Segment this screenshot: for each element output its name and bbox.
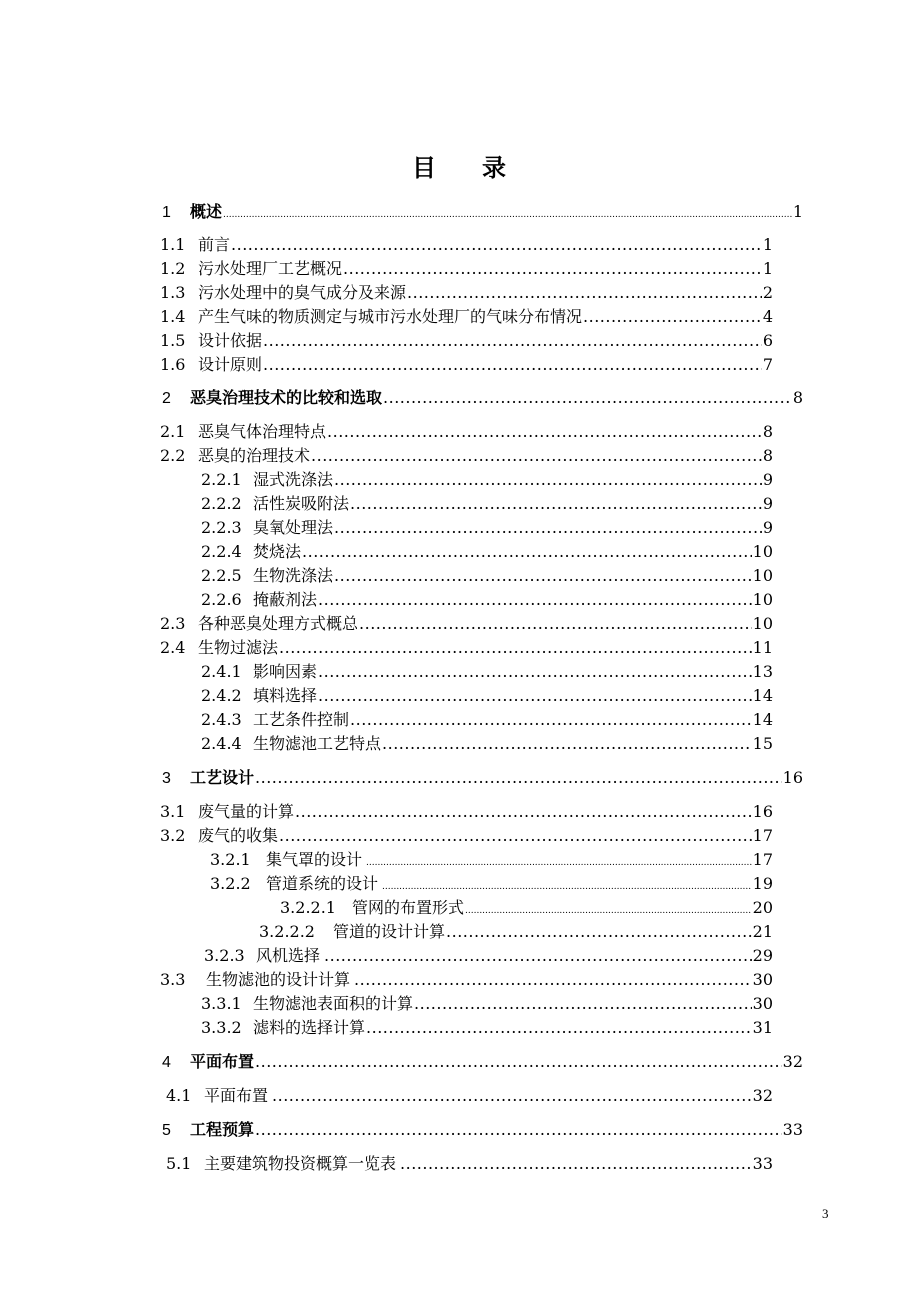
- toc-leader-dots: [255, 767, 782, 789]
- toc-entry-page: 1: [762, 259, 773, 278]
- toc-entry-title: 污水处理厂工艺概况: [198, 259, 343, 278]
- toc-entry[interactable]: [210, 849, 773, 871]
- toc-entry[interactable]: [160, 801, 773, 823]
- toc-entry-number: 3.2.2: [210, 874, 251, 893]
- toc-entry-number: 1.4: [160, 307, 186, 326]
- toc-entry-number: 1.2: [160, 259, 186, 278]
- toc-entry-title: 平面布置: [190, 1052, 255, 1071]
- toc-leader-dots: [263, 330, 762, 352]
- toc-entry-page: 10: [752, 542, 773, 561]
- toc-entry-page: 14: [752, 710, 773, 729]
- toc-leader-dots: [311, 445, 762, 467]
- toc-entry[interactable]: [201, 493, 773, 515]
- toc-entry-number: 3.3.1: [201, 994, 242, 1013]
- toc-entry-title: 生物洗涤法: [253, 566, 334, 585]
- toc-leader-dots: [231, 234, 762, 256]
- toc-entry-number: 3.2: [160, 826, 186, 845]
- toc-leader-dots: [334, 517, 762, 539]
- toc-entry-page: 9: [762, 494, 773, 513]
- toc-entry-title: 恶臭气体治理特点: [198, 422, 327, 441]
- toc-entry[interactable]: [201, 517, 773, 539]
- toc-entry-title: 废气量的计算: [198, 802, 295, 821]
- toc-entry-page: 16: [782, 768, 803, 787]
- toc-entry-title: 恶臭的治理技术: [198, 446, 311, 465]
- toc-entry-title: 产生气味的物质测定与城市污水处理厂的气味分布情况: [198, 307, 583, 326]
- toc-entry-title: 生物滤池的设计计算: [206, 970, 351, 989]
- toc-entry-number: 2.4.2: [201, 686, 242, 705]
- toc-entry-number: 3.2.2.1: [280, 898, 336, 917]
- toc-entry-title: 管道系统的设计: [266, 874, 379, 893]
- toc-entry-page: 11: [752, 638, 773, 657]
- toc-entry[interactable]: [201, 993, 773, 1015]
- toc-entry-page: 31: [752, 1018, 773, 1037]
- toc-entry[interactable]: [201, 469, 773, 491]
- toc-entry-page: 13: [752, 662, 773, 681]
- toc-entry-page: 29: [752, 946, 773, 965]
- toc-entry[interactable]: [201, 1017, 773, 1039]
- toc-entry-number: 3.1: [160, 802, 186, 821]
- toc-leader-dots: [465, 900, 752, 922]
- toc-entry[interactable]: [160, 234, 773, 256]
- toc-leader-dots: [279, 637, 752, 659]
- toc-entry-page: 14: [752, 686, 773, 705]
- toc-leader-dots: [382, 876, 752, 898]
- toc-entry-page: 1: [762, 235, 773, 254]
- toc-leader-dots: [382, 733, 752, 755]
- toc-entry-number: 3.3: [160, 970, 186, 989]
- toc-entry-number: 1.5: [160, 331, 186, 350]
- toc-entry-title: 焚烧法: [253, 542, 302, 561]
- toc-entry-title: 废气的收集: [198, 826, 279, 845]
- toc-entry[interactable]: [201, 733, 773, 755]
- toc-entry-number: 2.2.3: [201, 518, 242, 537]
- toc-entry-title: 生物过滤法: [198, 638, 279, 657]
- toc-entry-number: 1.1: [160, 235, 186, 254]
- toc-entry-title: 管网的布置形式: [352, 898, 465, 917]
- toc-entry-number: 2.2.4: [201, 542, 242, 561]
- toc-entry-number: 3.2.3: [204, 946, 245, 965]
- toc-leader-dots: [383, 387, 792, 409]
- toc-entry-title: 填料选择: [253, 686, 318, 705]
- toc-entry-number: 4: [162, 1054, 171, 1071]
- toc-leader-dots: [343, 258, 762, 280]
- toc-entry-title: 工艺设计: [190, 768, 255, 787]
- toc-entry-number: 2.2: [160, 446, 186, 465]
- toc-entry-title: 工艺条件控制: [253, 710, 350, 729]
- toc-entry-number: 1.3: [160, 283, 186, 302]
- toc-entry-title: 各种恶臭处理方式概总: [198, 614, 359, 633]
- page-number: 3: [822, 1206, 829, 1221]
- toc-entry[interactable]: [166, 1153, 773, 1175]
- toc-entry[interactable]: [201, 661, 773, 683]
- toc-leader-dots: [350, 709, 752, 731]
- toc-leader-dots: [334, 565, 752, 587]
- toc-leader-dots: [359, 613, 752, 635]
- toc-entry[interactable]: [160, 306, 773, 328]
- toc-entry-page: 10: [752, 614, 773, 633]
- toc-entry-number: 2.4.1: [201, 662, 242, 681]
- toc-leader-dots: [414, 993, 752, 1015]
- toc-entry-page: 33: [782, 1120, 803, 1139]
- toc-entry-number: 3: [162, 770, 171, 787]
- toc-entry-title: 生物滤池工艺特点: [253, 734, 382, 753]
- toc-entry-number: 2.2.2: [201, 494, 242, 513]
- toc-entry-page: 32: [782, 1052, 803, 1071]
- toc-entry[interactable]: [160, 825, 773, 847]
- toc-entry-number: 1: [162, 204, 171, 221]
- toc-entry[interactable]: [201, 589, 773, 611]
- toc-leader-dots: [255, 1051, 782, 1073]
- toc-entry-number: 4.1: [166, 1086, 192, 1105]
- toc-entry-number: 3.2.1: [210, 850, 251, 869]
- toc-entry[interactable]: [201, 709, 773, 731]
- toc-entry-title: 风机选择: [256, 946, 321, 965]
- toc-entry-page: 9: [762, 470, 773, 489]
- toc-title: [0, 148, 920, 183]
- toc-leader-dots: [407, 282, 762, 304]
- toc-entry-number: 5.1: [166, 1154, 192, 1173]
- toc-entry-number: 2.3: [160, 614, 186, 633]
- toc-leader-dots: [350, 493, 762, 515]
- toc-entry[interactable]: [280, 897, 773, 919]
- toc-entry-number: 2.2.6: [201, 590, 242, 609]
- toc-entry[interactable]: [210, 873, 773, 895]
- toc-entry[interactable]: [204, 945, 773, 967]
- toc-entry[interactable]: [160, 330, 773, 352]
- toc-entry-title: 集气罩的设计: [266, 850, 363, 869]
- toc-entry-title: 管道的设计计算: [333, 922, 446, 941]
- toc-leader-dots: [255, 1119, 782, 1141]
- toc-entry-page: 32: [752, 1086, 773, 1105]
- toc-leader-dots: [318, 685, 752, 707]
- toc-entry-number: 2.2.5: [201, 566, 242, 585]
- toc-entry-title: 污水处理中的臭气成分及来源: [198, 283, 407, 302]
- toc-entry-number: 3.3.2: [201, 1018, 242, 1037]
- toc-entry-page: 17: [752, 850, 773, 869]
- toc-entry-page: 16: [752, 802, 773, 821]
- toc-leader-dots: [354, 969, 752, 991]
- toc-leader-dots: [366, 1017, 752, 1039]
- toc-leader-dots: [318, 589, 752, 611]
- toc-entry-number: 2: [162, 390, 171, 407]
- toc-entry-title: 恶臭治理技术的比较和选取: [190, 388, 383, 407]
- toc-leader-dots: [334, 469, 762, 491]
- toc-leader-dots: [279, 825, 752, 847]
- toc-entry-page: 20: [752, 898, 773, 917]
- toc-entry-page: 15: [752, 734, 773, 753]
- toc-entry-page: 17: [752, 826, 773, 845]
- toc-entry-page: 21: [752, 922, 773, 941]
- toc-entry-title: 设计原则: [198, 355, 263, 374]
- toc-entry-page: 9: [762, 518, 773, 537]
- toc-entry-title: 概述: [190, 202, 223, 221]
- toc-entry-page: 10: [752, 566, 773, 585]
- toc-entry-number: 1.6: [160, 355, 186, 374]
- toc-leader-dots: [446, 921, 752, 943]
- toc-entry[interactable]: [259, 921, 773, 943]
- toc-entry-title: 臭氧处理法: [253, 518, 334, 537]
- toc-entry[interactable]: [162, 1051, 803, 1073]
- toc-entry[interactable]: [160, 258, 773, 280]
- toc-entry[interactable]: [162, 387, 803, 409]
- toc-entry[interactable]: [160, 445, 773, 467]
- toc-entry-page: 7: [762, 355, 773, 374]
- toc-entry[interactable]: [162, 767, 803, 789]
- toc-entry-number: 2.4.3: [201, 710, 242, 729]
- toc-entry-number: 2.1: [160, 422, 186, 441]
- toc-entry[interactable]: [160, 354, 773, 376]
- toc-entry[interactable]: [162, 201, 803, 223]
- toc-entry-number: 2.2.1: [201, 470, 242, 489]
- toc-entry-page: 8: [762, 446, 773, 465]
- toc-entry-page: 19: [752, 874, 773, 893]
- toc-entry-number: 2.4: [160, 638, 186, 657]
- toc-entry[interactable]: [160, 969, 773, 991]
- toc-entry-title: 平面布置: [204, 1086, 269, 1105]
- toc-entry-title: 工程预算: [190, 1120, 255, 1139]
- toc-entry[interactable]: [201, 565, 773, 587]
- toc-entry-page: 33: [752, 1154, 773, 1173]
- toc-entry-page: 30: [752, 994, 773, 1013]
- toc-entry-page: 6: [762, 331, 773, 350]
- toc-entry-page: 30: [752, 970, 773, 989]
- toc-leader-dots: [324, 945, 752, 967]
- toc-entry-number: 2.4.4: [201, 734, 242, 753]
- toc-entry-title: 影响因素: [253, 662, 318, 681]
- toc-entry-title: 掩蔽剂法: [253, 590, 318, 609]
- toc-leader-dots: [318, 661, 752, 683]
- toc-entry[interactable]: [166, 1085, 773, 1107]
- toc-leader-dots: [223, 204, 792, 226]
- toc-leader-dots: [263, 354, 762, 376]
- toc-entry[interactable]: [160, 282, 773, 304]
- toc-leader-dots: [366, 852, 752, 874]
- toc-entry[interactable]: [160, 637, 773, 659]
- toc-leader-dots: [400, 1153, 752, 1175]
- toc-entry[interactable]: [162, 1119, 803, 1141]
- toc-leader-dots: [302, 541, 752, 563]
- toc-leader-dots: [272, 1085, 752, 1107]
- toc-entry[interactable]: [201, 685, 773, 707]
- toc-leader-dots: [327, 421, 762, 443]
- toc-entry-page: 2: [762, 283, 773, 302]
- toc-entry-number: 3.2.2.2: [259, 922, 315, 941]
- toc-leader-dots: [583, 306, 762, 328]
- toc-entry-title: 活性炭吸附法: [253, 494, 350, 513]
- toc-entry[interactable]: [160, 613, 773, 635]
- toc-entry-title: 滤料的选择计算: [253, 1018, 366, 1037]
- toc-entry-page: 8: [762, 422, 773, 441]
- toc-leader-dots: [295, 801, 752, 823]
- toc-entry[interactable]: [160, 421, 773, 443]
- toc-entry[interactable]: [201, 541, 773, 563]
- toc-entry-number: 5: [162, 1122, 171, 1139]
- toc-entry-page: 4: [762, 307, 773, 326]
- toc-entry-page: 8: [792, 388, 803, 407]
- toc-title-char-1: 目: [412, 154, 438, 182]
- toc-entry-title: 主要建筑物投资概算一览表: [204, 1154, 397, 1173]
- toc-entry-title: 湿式洗涤法: [253, 470, 334, 489]
- toc-entry-title: 前言: [198, 235, 231, 254]
- toc-entry-title: 生物滤池表面积的计算: [253, 994, 414, 1013]
- toc-entry-page: 10: [752, 590, 773, 609]
- toc-entry-page: 1: [792, 202, 803, 221]
- toc-title-char-2: 录: [482, 154, 508, 182]
- toc-entry-title: 设计依据: [198, 331, 263, 350]
